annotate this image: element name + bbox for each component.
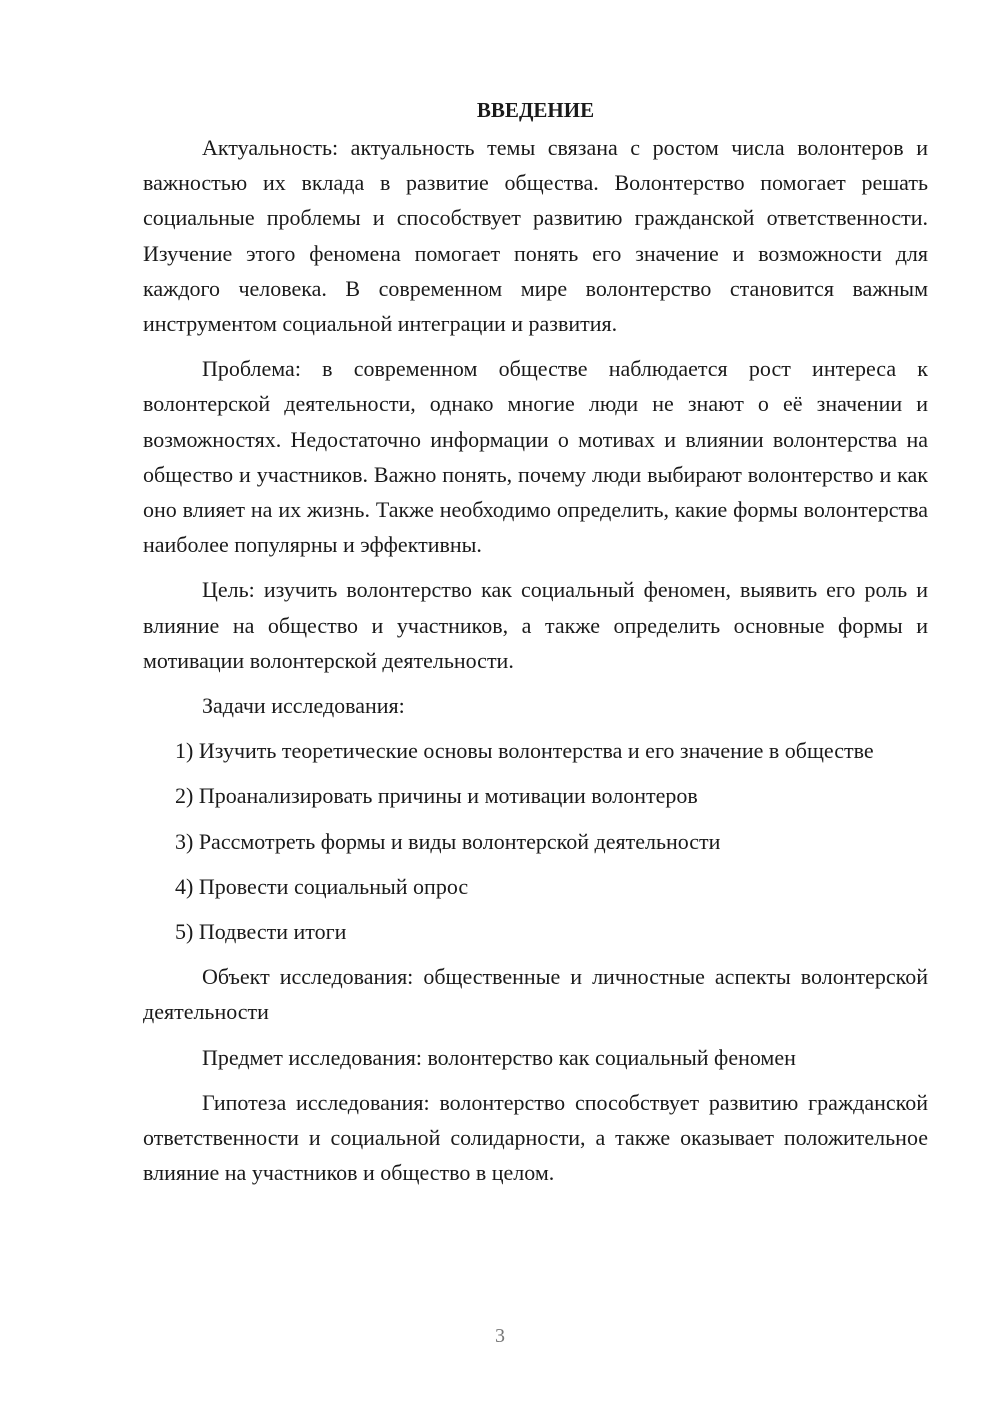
hypothesis-paragraph: Гипотеза исследования: волонтерство способствует развитию гражданской ответственности и социальной солидарности, а также оказывает положительное влияние на участников и общество в целом. (143, 1089, 928, 1186)
page-number: 3 (495, 1325, 505, 1347)
subject-paragraph: Предмет исследования: волонтерство как социальный феномен (202, 1044, 796, 1070)
problem-paragraph: Проблема: в современном обществе наблюдается рост интереса к волонтерской деятельности, однако многие люди не знают о её значении и возможностях. Недостаточно информации о мотивах и влиянии волонтерства на общество и участников. Важно понять, почему люди выбирают волонтерство и как оно влияет на их жизнь. Также необходимо определить, какие формы волонтерства наиболее популярны и эффективны. (143, 356, 928, 558)
task-item-1: 1) Изучить теоретические основы волонтерства и его значение в обществе (175, 738, 874, 764)
task-item-2: 2) Проанализировать причины и мотивации волонтеров (175, 783, 698, 809)
task-item-4: 4) Провести социальный опрос (175, 873, 469, 899)
tasks-title: Задачи исследования: (202, 693, 405, 719)
object-paragraph: Объект исследования: общественные и личностные аспекты волонтерской деятельности (143, 964, 928, 1025)
task-item-3: 3) Рассмотреть формы и виды волонтерской деятельности (175, 828, 721, 854)
relevance-paragraph: Актуальность: актуальность темы связана с ростом числа волонтеров и важностью их вклада в развитие общества. Волонтерство помогает решать социальные проблемы и способствует развитию гражданской ответственности. Изучение этого феномена помогает понять его значение и возможности для каждого человека. В современном мире волонтерство становится важным инструментом социальной интеграции и развития. (143, 135, 928, 337)
goal-paragraph: Цель: изучить волонтерство как социальный феномен, выявить его роль и влияние на общество и участников, а также определить основные формы и мотивации волонтерской деятельности. (143, 577, 928, 673)
document-page (143, 93, 928, 1200)
task-item-5: 5) Подвести итоги (175, 919, 347, 945)
tasks-list (143, 733, 928, 949)
section-heading: ВВЕДЕНИЕ (476, 98, 595, 122)
